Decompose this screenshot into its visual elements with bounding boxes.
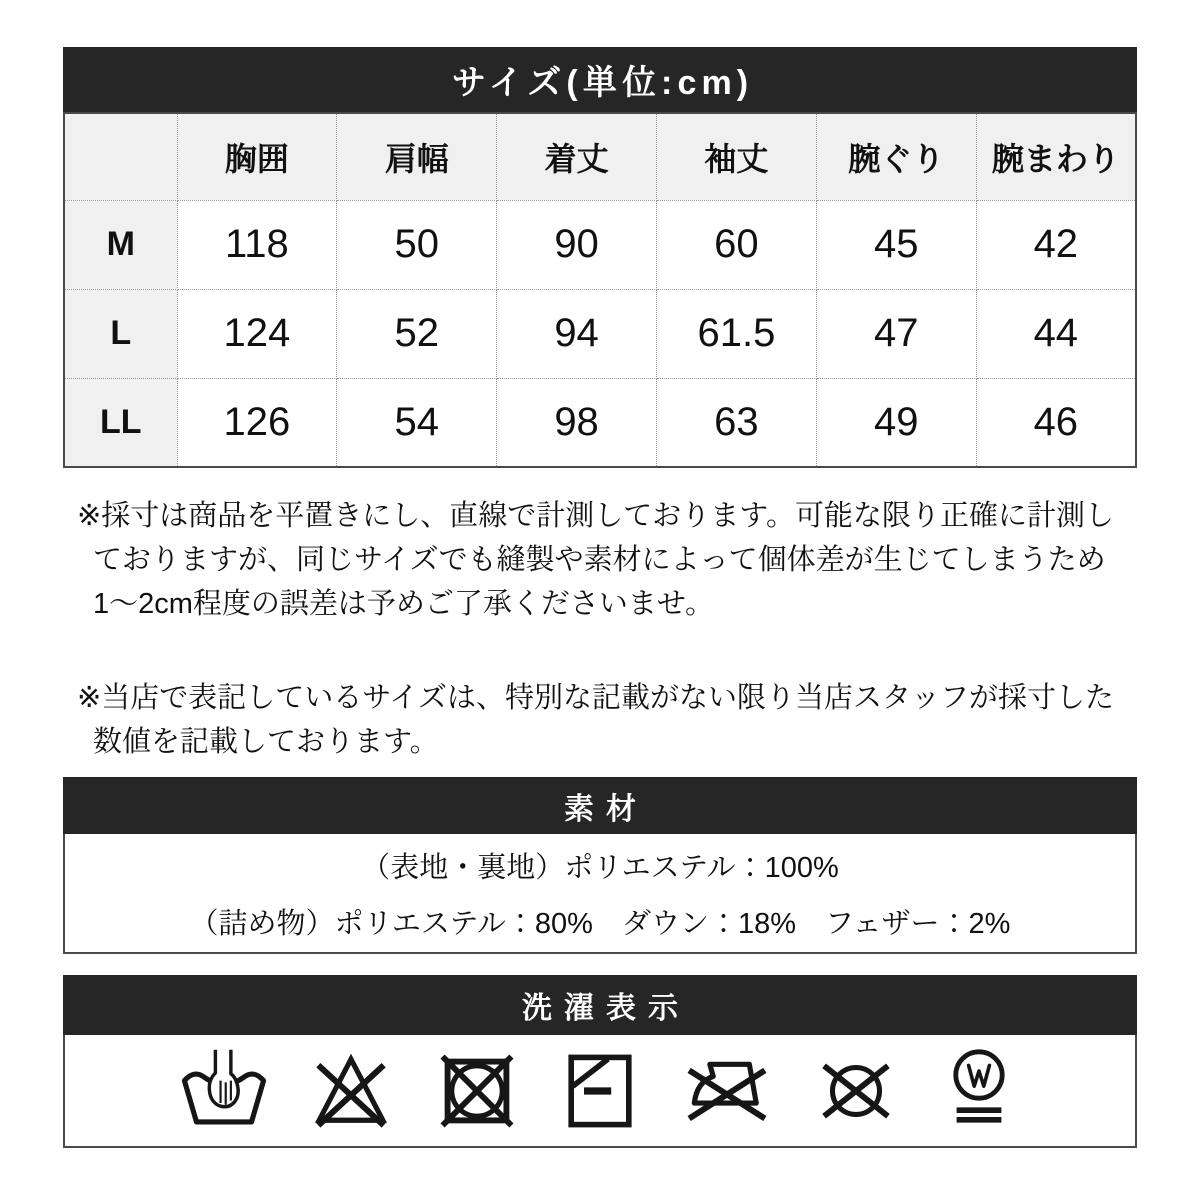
size-value-cell: 49: [816, 378, 976, 467]
wet-clean-gentle-icon: [939, 1043, 1019, 1139]
do-not-bleach-icon: [308, 1048, 394, 1134]
column-header-armhole: 腕ぐり: [816, 113, 976, 200]
hand-wash-icon: [181, 1048, 267, 1134]
column-header-chest: 胸囲: [177, 113, 337, 200]
size-value-cell: 118: [177, 200, 337, 289]
size-value-cell: 45: [816, 200, 976, 289]
do-not-iron-icon: [681, 1048, 773, 1134]
size-value-cell: 47: [816, 289, 976, 378]
size-value-cell: 54: [337, 378, 497, 467]
size-value-cell: 46: [976, 378, 1136, 467]
size-value-cell: 126: [177, 378, 337, 467]
size-value-cell: 94: [497, 289, 657, 378]
measurement-note: [77, 494, 1137, 626]
size-table: [63, 112, 1137, 468]
size-value-cell: 90: [497, 200, 657, 289]
size-value-cell: 60: [656, 200, 816, 289]
size-value-cell: 52: [337, 289, 497, 378]
material-section-title: 素材: [564, 792, 648, 826]
note-line: ※採寸は商品を平置きにし、直線で計測しております。可能な限り正確に計測し: [77, 500, 1114, 532]
note-line: ておりますが、同じサイズでも縫製や素材によって個体差が生じてしまうため: [93, 544, 1106, 576]
material-section-header: [63, 777, 1137, 834]
note-line: 1〜2cm程度の誤差は予めご了承くださいませ。: [93, 588, 715, 620]
size-section-header: [63, 47, 1137, 112]
table-row-m: [64, 200, 1136, 289]
table-row-l: [64, 289, 1136, 378]
size-value-cell: 61.5: [656, 289, 816, 378]
size-value-cell: 42: [976, 200, 1136, 289]
size-value-cell: 124: [177, 289, 337, 378]
material-line-filling: （詰め物）ポリエステル：80% ダウン：18% フェザー：2%: [189, 907, 1011, 940]
size-value-cell: 63: [656, 378, 816, 467]
care-section-header: [63, 975, 1137, 1035]
do-not-dry-clean-icon: [814, 1049, 898, 1133]
care-symbols-box: [63, 1035, 1137, 1148]
column-header-sleeve: 袖丈: [656, 113, 816, 200]
column-header-shoulder: 肩幅: [337, 113, 497, 200]
size-value-cell: 98: [497, 378, 657, 467]
table-row-ll: [64, 378, 1136, 467]
size-section-title: サイズ(単位:cm): [451, 64, 754, 102]
column-header-length: 着丈: [497, 113, 657, 200]
note-line: 数値を記載しております。: [93, 726, 439, 758]
staff-measurement-note: [77, 676, 1137, 764]
size-row-label: LL: [64, 378, 177, 467]
note-line: ※当店で表記しているサイズは、特別な記載がない限り当店スタッフが採寸した: [77, 682, 1114, 714]
size-table-header-row: [64, 113, 1136, 200]
care-section-title: 洗濯表示: [522, 992, 690, 1025]
size-row-label: L: [64, 289, 177, 378]
size-row-label: M: [64, 200, 177, 289]
column-header-arm-circumference: 腕まわり: [976, 113, 1136, 200]
size-value-cell: 44: [976, 289, 1136, 378]
size-table-corner-cell: [64, 113, 177, 200]
do-not-tumble-dry-icon: [435, 1049, 519, 1133]
material-info-box: [63, 834, 1137, 954]
material-line-outer-lining: （表地・裏地）ポリエステル：100%: [361, 851, 839, 884]
flat-dry-in-shade-icon: [560, 1048, 640, 1134]
size-value-cell: 50: [337, 200, 497, 289]
